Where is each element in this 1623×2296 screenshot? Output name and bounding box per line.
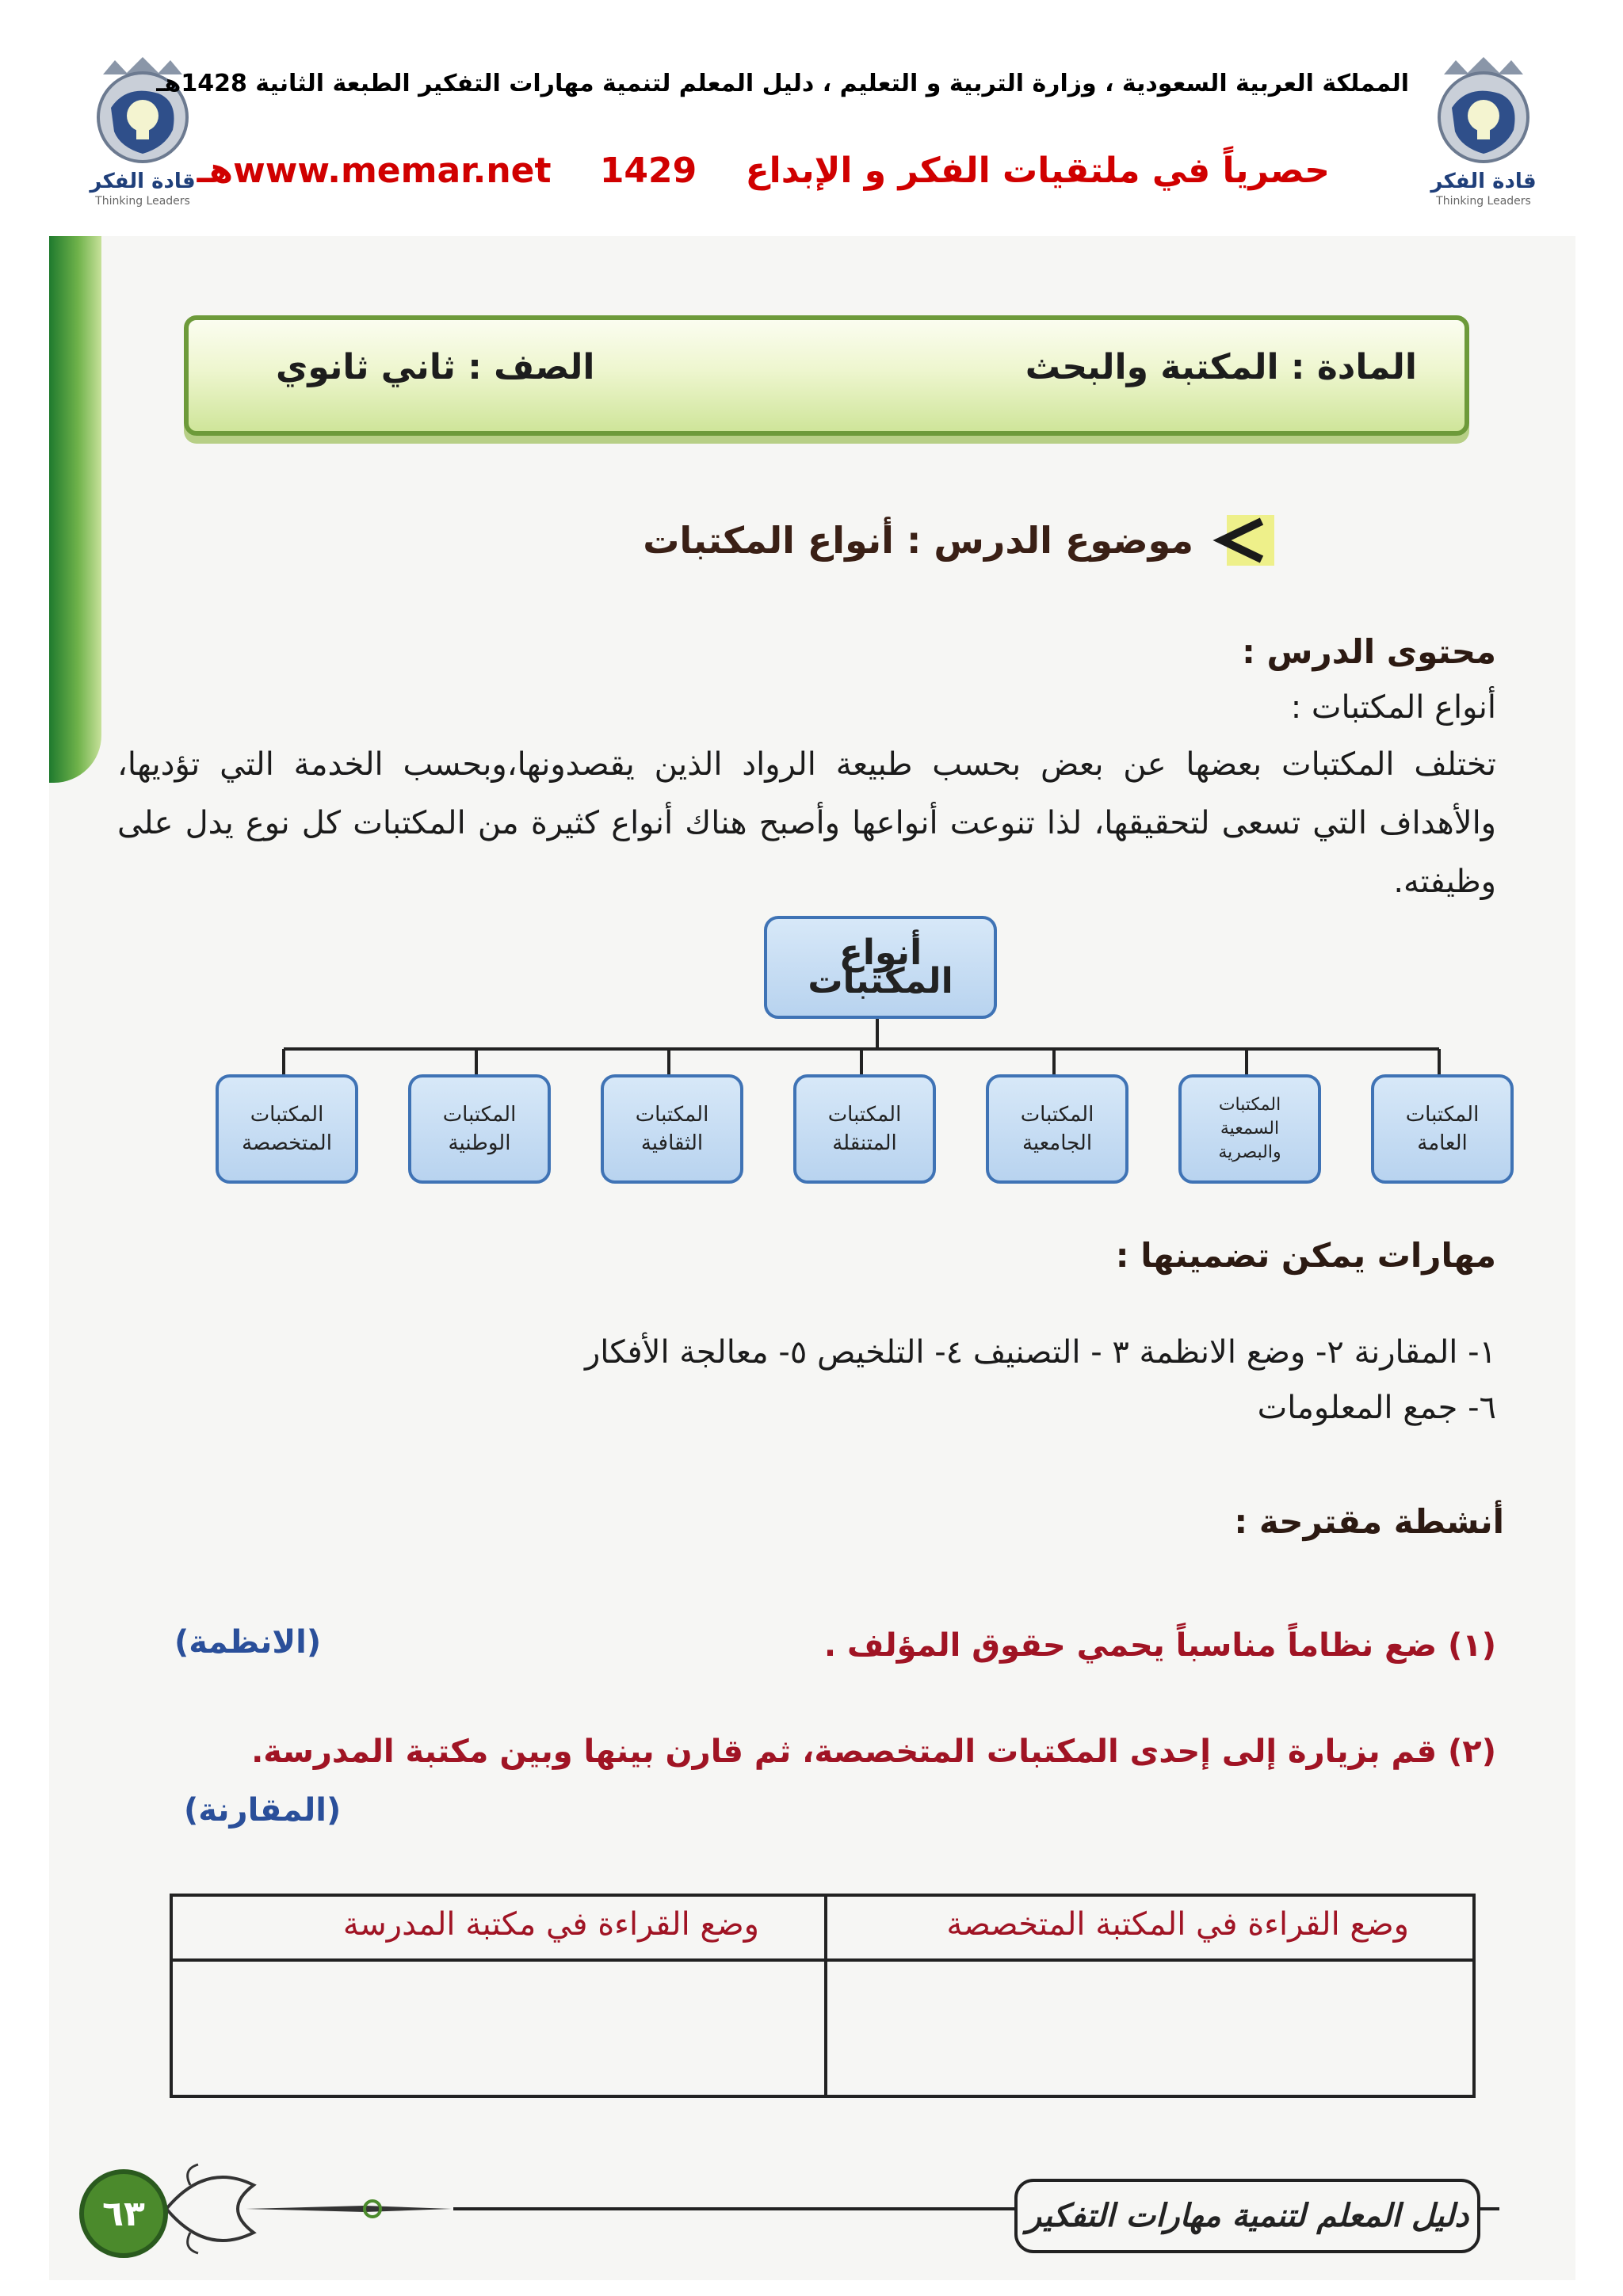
footer-ornament-icon bbox=[158, 2153, 460, 2264]
diagram-node-label: المكتبات السمعية والبصرية bbox=[1218, 1095, 1281, 1162]
skills-line-2: ٦- جمع المعلومات bbox=[1257, 1390, 1496, 1426]
diagram-node-national bbox=[408, 1074, 551, 1184]
chevron-left-icon bbox=[1211, 515, 1274, 566]
subject-banner bbox=[184, 315, 1469, 436]
table-header-divider bbox=[173, 1958, 1472, 1962]
header-forum-text: حصرياً في ملتقيات الفكر و الإبداع bbox=[745, 151, 1330, 191]
diagram-root-label: أنواع المكتبات bbox=[808, 933, 953, 1001]
diagram-node-university bbox=[986, 1074, 1128, 1184]
page-edge-decoration bbox=[49, 236, 101, 783]
diagram-node-label: المكتبات الثقافية bbox=[635, 1103, 709, 1155]
diagram-node-audiovisual bbox=[1178, 1074, 1321, 1184]
content-heading: محتوى الدرس : bbox=[1242, 632, 1496, 671]
library-types-diagram bbox=[216, 916, 1507, 1185]
diagram-root-node bbox=[764, 916, 997, 1019]
activity-1: (١) ضع نظاماً مناسباً يحمي حقوق المؤلف . bbox=[823, 1627, 1496, 1664]
lesson-paragraph: تختلف المكتبات بعضها عن بعض بحسب طبيعة الرواد الذين يقصدونها،وبحسب الخدمة التي تؤديها، والأهداف التي تسعى لتحقيقها، لذا تنوعت أنواعها وأصبح هناك أنواع كثيرة من المكتبات كل نوع يدل على وظيفته. bbox=[117, 746, 1496, 900]
types-heading: أنواع المكتبات : bbox=[1290, 689, 1496, 726]
diagram-node-specialized bbox=[216, 1074, 358, 1184]
lesson-topic-text: موضوع الدرس : أنواع المكتبات bbox=[643, 519, 1193, 562]
diagram-node-cultural bbox=[601, 1074, 743, 1184]
logo-subtitle: Thinking Leaders bbox=[1436, 195, 1531, 208]
table-divider bbox=[824, 1897, 827, 2095]
diagram-node-public bbox=[1371, 1074, 1514, 1184]
page-number: ٦٣ bbox=[79, 2169, 168, 2258]
grade-label: الصف : ثاني ثانوي bbox=[276, 347, 595, 387]
comparison-table bbox=[170, 1894, 1476, 2098]
logo-name: قادة الفكر bbox=[90, 170, 196, 193]
activity-2-skill-tag: (المقارنة) bbox=[184, 1792, 342, 1829]
activity-1-skill-tag: (الانظمة) bbox=[174, 1624, 322, 1661]
header-line-2 bbox=[197, 151, 1330, 191]
activities-heading: أنشطة مقترحة : bbox=[1234, 1502, 1504, 1541]
diagram-node-label: المكتبات الوطنية bbox=[442, 1103, 517, 1155]
diagram-node-label: المكتبات المتنقلة bbox=[827, 1103, 902, 1155]
diagram-node-label: المكتبات العامة bbox=[1405, 1103, 1480, 1155]
header-year: 1429هـ bbox=[197, 151, 697, 191]
logo-name: قادة الفكر bbox=[1430, 170, 1537, 193]
footer-title: دليل المعلم لتنمية مهارات التفكير bbox=[1014, 2179, 1480, 2253]
diagram-node-mobile bbox=[793, 1074, 936, 1184]
skills-line-1: ١- المقارنة ٢- وضع الانظمة ٣ - التصنيف ٤- التلخيص ٥- معالجة الأفكار bbox=[584, 1334, 1496, 1371]
skills-heading: مهارات يمكن تضمينها : bbox=[1115, 1236, 1496, 1275]
logo-subtitle: Thinking Leaders bbox=[95, 195, 190, 208]
activity-2: (٢) قم بزيارة إلى إحدى المكتبات المتخصصة، ثم قارن بينها وبين مكتبة المدرسة. bbox=[251, 1733, 1496, 1770]
lesson-topic bbox=[643, 515, 1274, 566]
table-header-specialized: وضع القراءة في المكتبة المتخصصة bbox=[946, 1906, 1409, 1943]
header-line-1: المملكة العربية السعودية ، وزارة التربية و التعليم ، دليل المعلم لتنمية مهارات التفكير الطبعة الثانية 1428هـ bbox=[156, 70, 1409, 97]
logo-right bbox=[1420, 52, 1547, 208]
header-url-link[interactable]: www.memar.net bbox=[233, 151, 552, 191]
subject-label: المادة : المكتبة والبحث bbox=[1025, 347, 1417, 387]
diagram-node-label: المكتبات الجامعية bbox=[1020, 1103, 1094, 1155]
diagram-node-label: المكتبات المتخصصة bbox=[242, 1103, 332, 1155]
table-header-school: وضع القراءة في مكتبة المدرسة bbox=[342, 1906, 759, 1943]
book-page bbox=[49, 236, 1575, 2280]
